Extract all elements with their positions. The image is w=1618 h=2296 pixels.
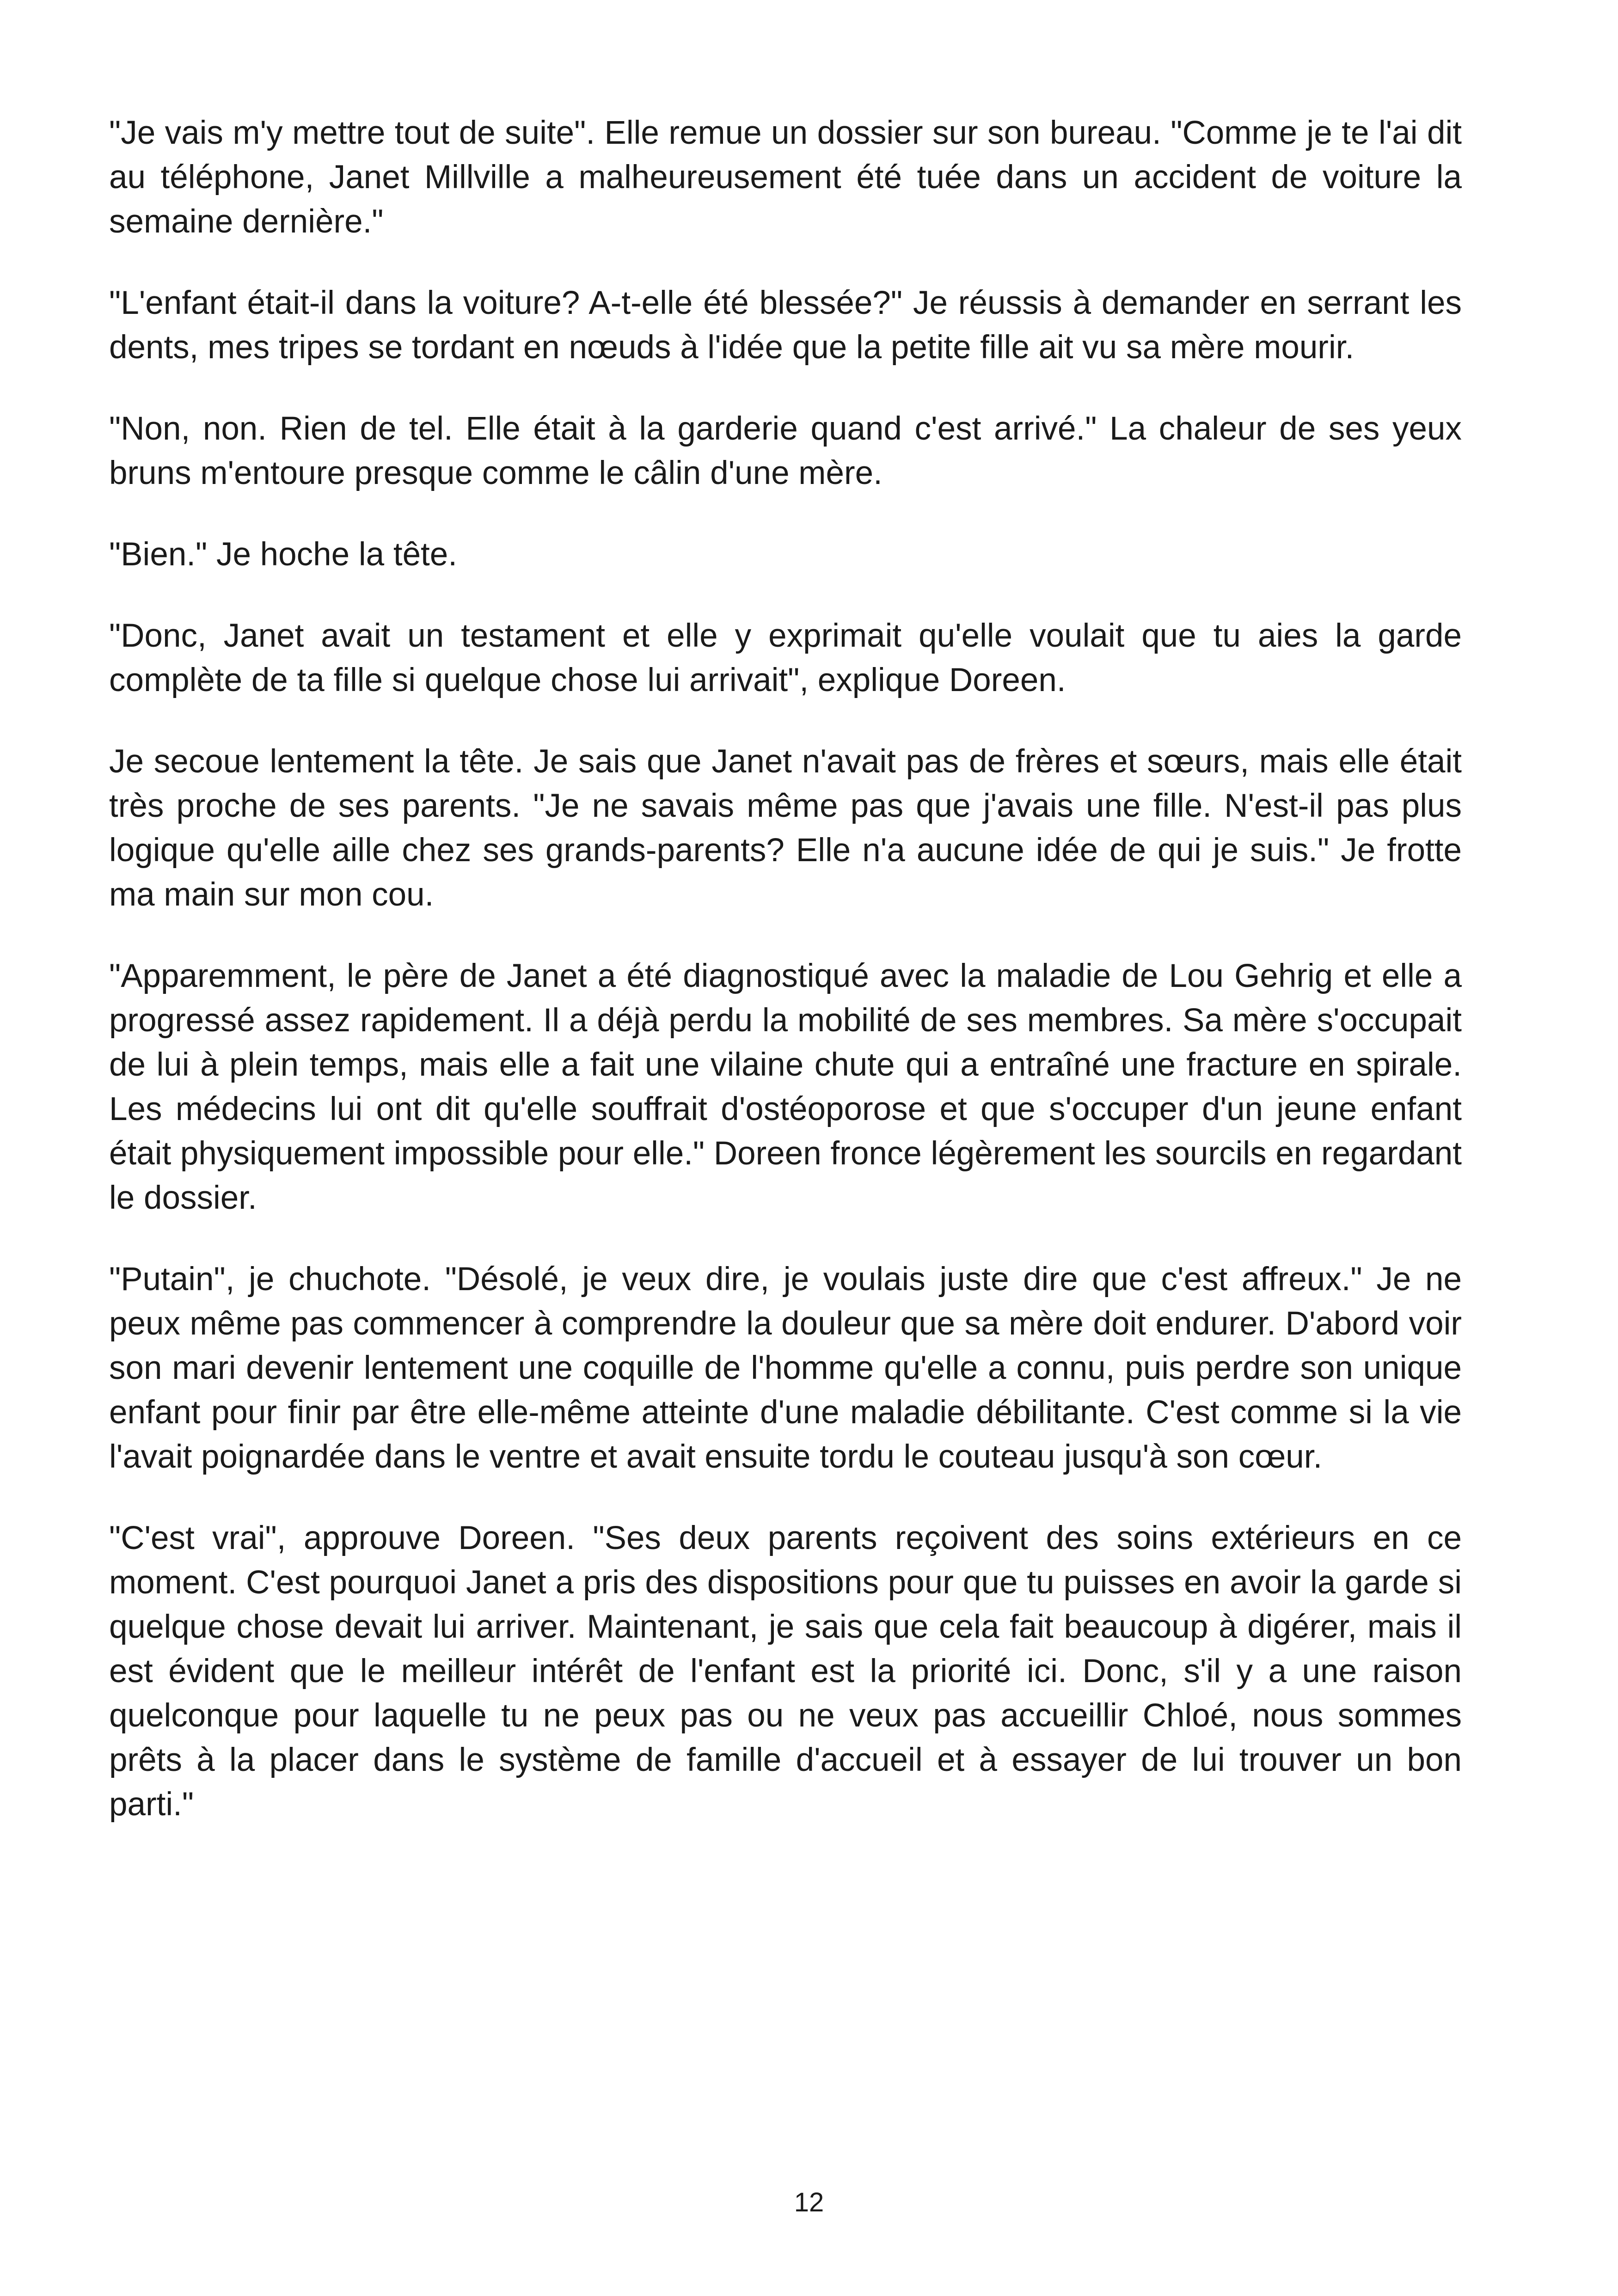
- paragraph: "L'enfant était-il dans la voiture? A-t-elle été blessée?" Je réussis à demander en serrant les dents, mes tripes se tordant en nœuds à l'idée que la petite fille ait vu sa mère mourir.: [109, 285, 1462, 366]
- paragraph: "Bien." Je hoche la tête.: [109, 536, 457, 573]
- paragraph: "Non, non. Rien de tel. Elle était à la garderie quand c'est arrivé." La chaleur de ses yeux bruns m'entoure presque comme le câlin d'une mère.: [109, 410, 1462, 491]
- paragraph: "Putain", je chuchote. "Désolé, je veux dire, je voulais juste dire que c'est affreux." Je ne peux même pas commencer à comprendre la douleur que sa mère doit endurer. D'abord voir son mari devenir lentement une coquille de l'homme qu'elle a connu, puis perdre son unique enfant pour finir par être elle-même atteinte d'une maladie débilitante. C'est comme si la vie l'avait poignardée dans le ventre et avait ensuite tordu le couteau jusqu'à son cœur.: [109, 1261, 1462, 1475]
- paragraph: "Apparemment, le père de Janet a été diagnostiqué avec la maladie de Lou Gehrig et elle a progressé assez rapidement. Il a déjà perdu la mobilité de ses membres. Sa mère s'occupait de lui à plein temps, mais elle a fait une vilaine chute qui a entraîné une fracture en spirale. Les médecins lui ont dit qu'elle souffrait d'ostéoporose et que s'occuper d'un jeune enfant était physiquement impossible pour elle." Doreen fronce légèrement les sourcils en regardant le dossier.: [109, 958, 1462, 1216]
- page-number: 12: [794, 2187, 824, 2217]
- paragraph: "Je vais m'y mettre tout de suite". Elle remue un dossier sur son bureau. "Comme je te l'ai dit au téléphone, Janet Millville a malheureusement été tuée dans un accident de voiture la semaine dernière.": [109, 115, 1462, 240]
- body-text: [109, 111, 1462, 1864]
- paragraph: Je secoue lentement la tête. Je sais que Janet n'avait pas de frères et sœurs, mais elle était très proche de ses parents. "Je ne savais même pas que j'avais une fille. N'est-il pas plus logique qu'elle aille chez ses grands-parents? Elle n'a aucune idée de qui je suis." Je frotte ma main sur mon cou.: [109, 743, 1462, 913]
- paragraph: "C'est vrai", approuve Doreen. "Ses deux parents reçoivent des soins extérieurs en ce moment. C'est pourquoi Janet a pris des dispositions pour que tu puisses en avoir la garde si quelque chose devait lui arriver. Maintenant, je sais que cela fait beaucoup à digérer, mais il est évident que le meilleur intérêt de l'enfant est la priorité ici. Donc, s'il y a une raison quelconque pour laquelle tu ne peux pas ou ne veux pas accueillir Chloé, nous sommes prêts à la placer dans le système de famille d'accueil et à essayer de lui trouver un bon parti.": [109, 1520, 1462, 1823]
- paragraph: "Donc, Janet avait un testament et elle y exprimait qu'elle voulait que tu aies la garde complète de ta fille si quelque chose lui arrivait", explique Doreen.: [109, 618, 1462, 698]
